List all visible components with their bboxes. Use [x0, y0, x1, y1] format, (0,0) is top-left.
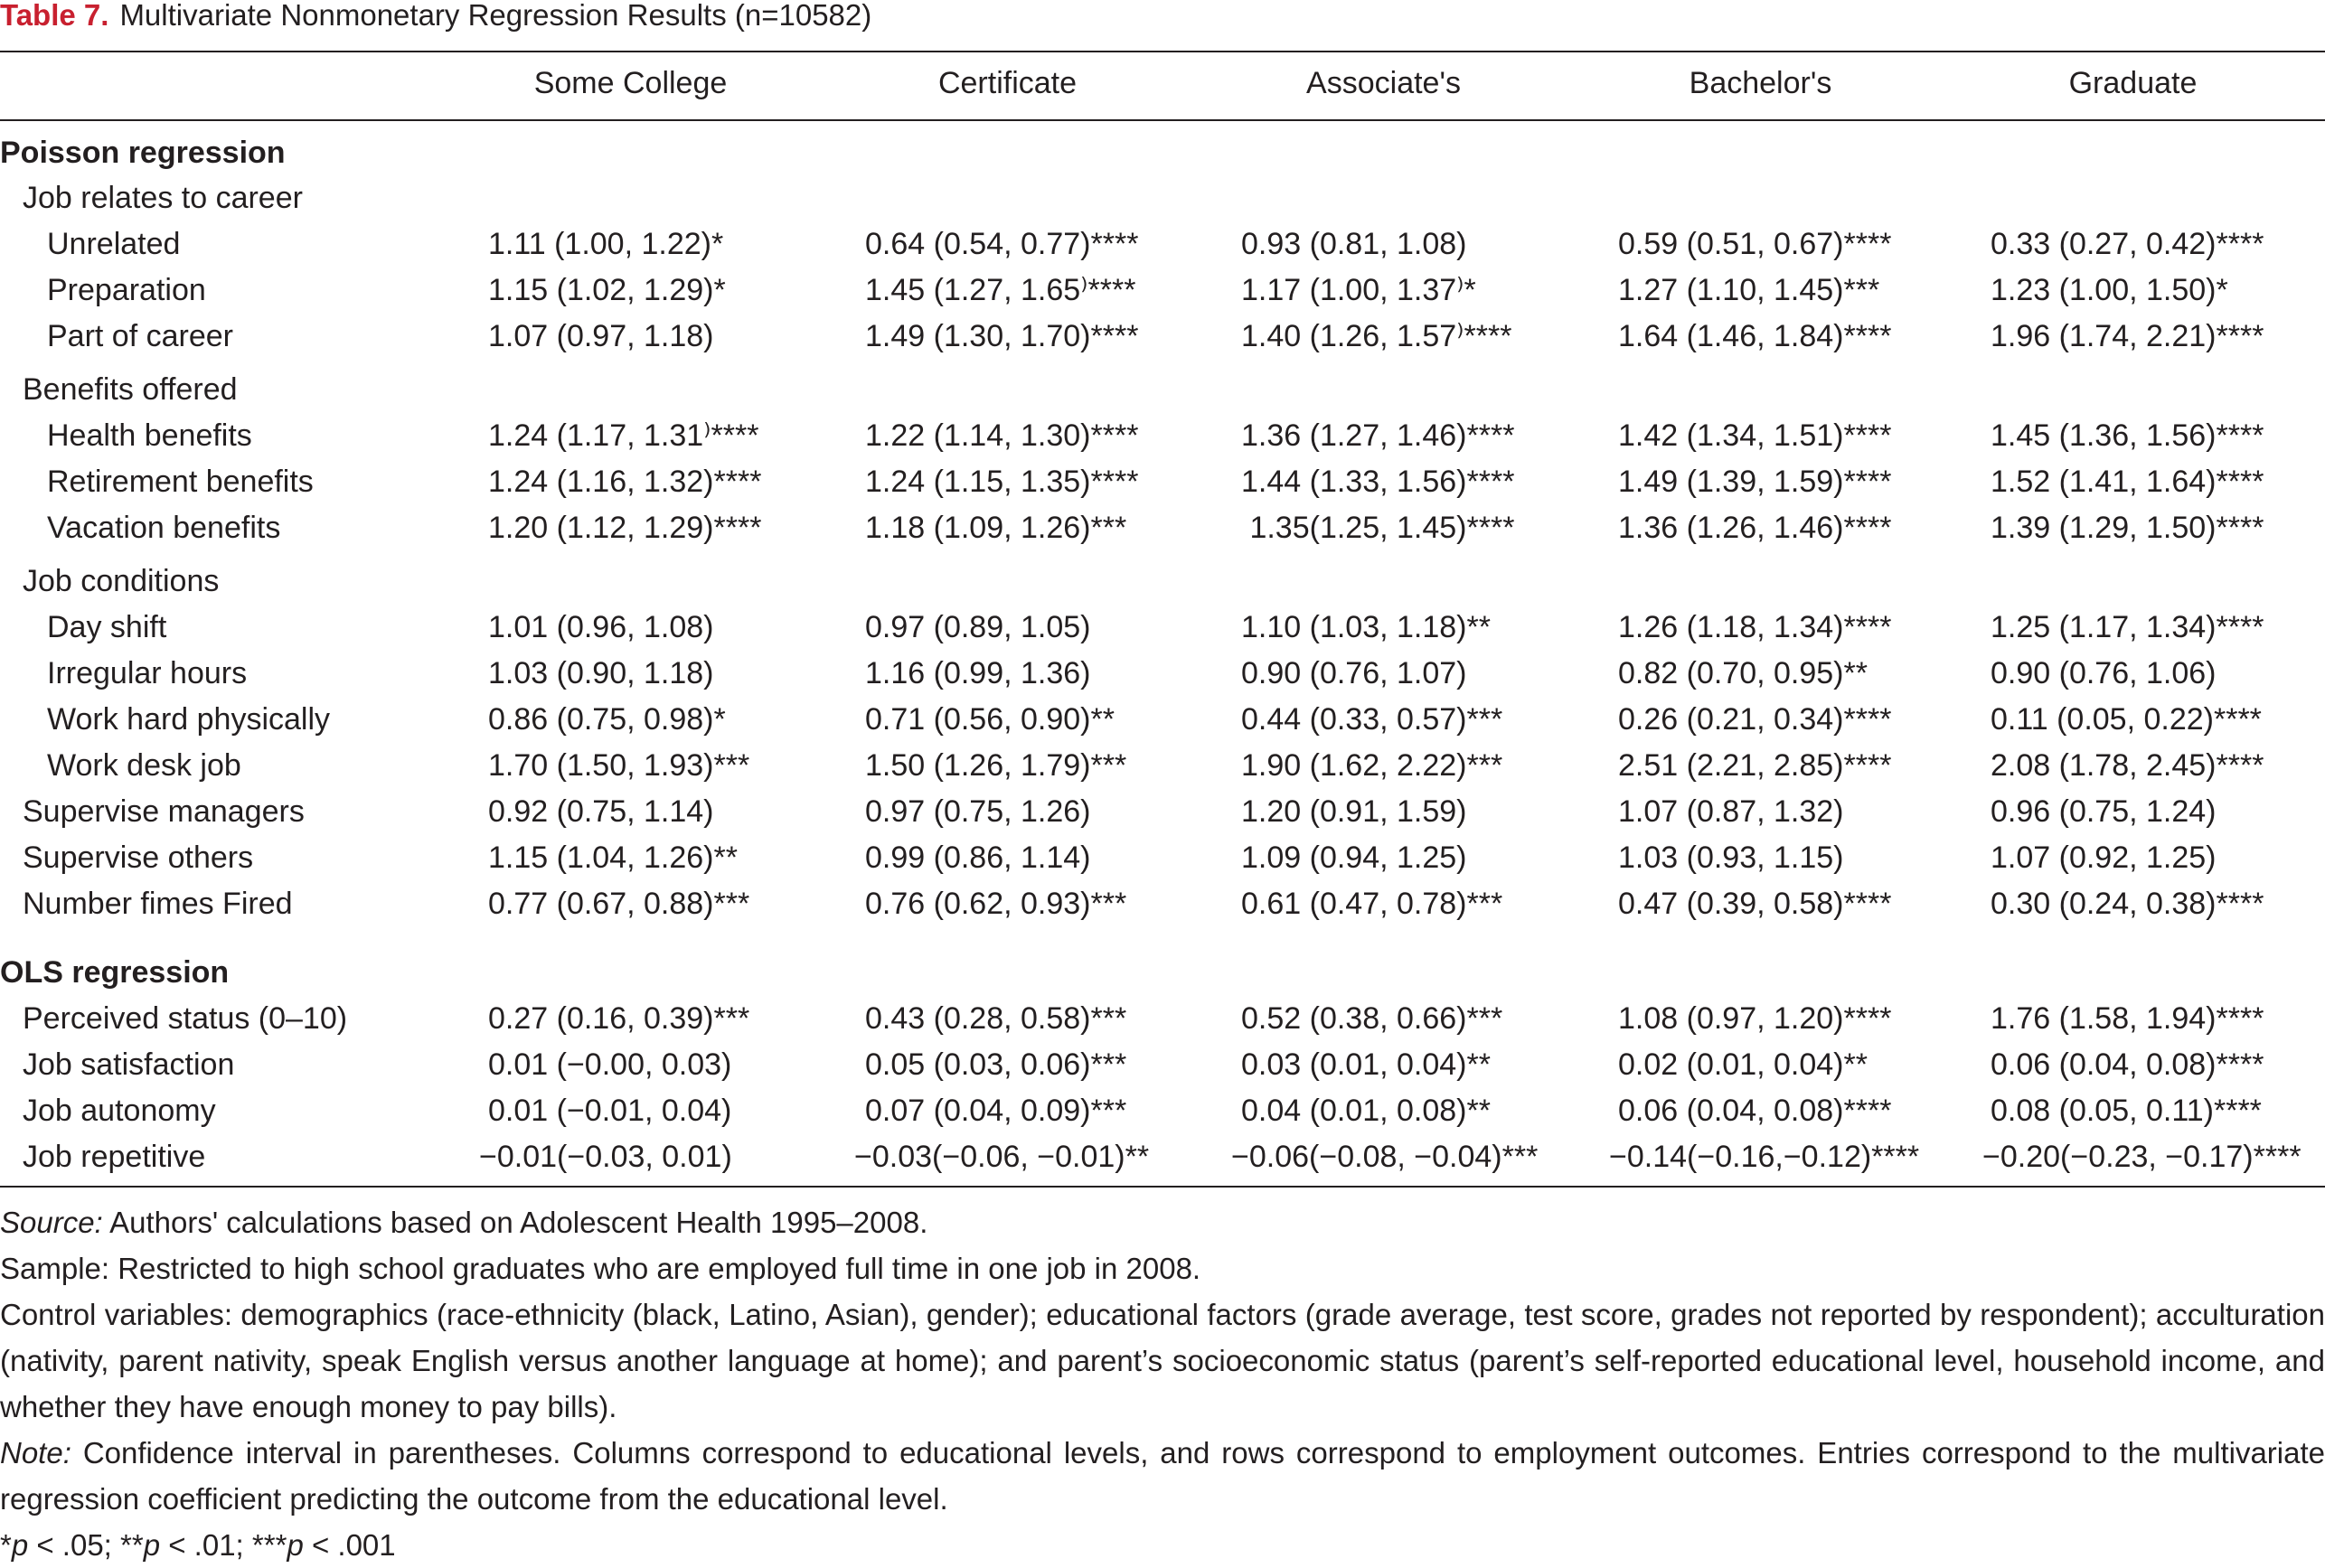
significance-note: *p < .05; **p < .01; ***p < .001 — [0, 1528, 396, 1562]
row-label: Perceived status (0–10) — [23, 1001, 348, 1036]
table-cell: 2.51 (2.21, 2.85)**** — [1618, 748, 1892, 783]
table-cell: 0.01 (−0.01, 0.04) — [488, 1094, 732, 1128]
table-cell: 1.23 (1.00, 1.50)* — [1991, 273, 2228, 307]
top-rule — [0, 51, 2325, 52]
table-cell: 1.39 (1.29, 1.50)**** — [1991, 511, 2264, 545]
table-row — [0, 697, 2325, 742]
table-cell: 0.92 (0.75, 1.14) — [488, 794, 714, 829]
table-cell: 1.22 (1.14, 1.30)**** — [865, 418, 1139, 453]
table-cell: 0.07 (0.04, 0.09)*** — [865, 1094, 1127, 1128]
table-cell: 0.47 (0.39, 0.58)**** — [1618, 887, 1892, 921]
row-label: Supervise managers — [23, 794, 305, 829]
table-cell: 0.59 (0.51, 0.67)**** — [1618, 227, 1892, 261]
table-cell: 1.76 (1.58, 1.94)**** — [1991, 1001, 2264, 1036]
table-row — [0, 505, 2325, 550]
table-cell: 1.42 (1.34, 1.51)**** — [1618, 418, 1892, 453]
column-header-some-college: Some College — [533, 66, 728, 100]
table-cell: −0.20(−0.23, −0.17)**** — [1982, 1140, 2301, 1174]
row-label: Irregular hours — [47, 656, 248, 690]
table-cell: 1.35(1.25, 1.45)**** — [1241, 511, 1515, 545]
table-cell: 1.64 (1.46, 1.84)**** — [1618, 319, 1892, 353]
row-label: Number fimes Fired — [23, 887, 293, 921]
table-cell: 1.07 (0.92, 1.25) — [1991, 840, 2217, 875]
sample-note: Sample: Restricted to high school graduates who are employed full time in one job in 2008. — [0, 1252, 1201, 1285]
table-cell: 1.49 (1.39, 1.59)**** — [1618, 465, 1892, 499]
table-cell: −0.14(−0.16,−0.12)**** — [1609, 1140, 1920, 1174]
row-label: Job autonomy — [23, 1094, 216, 1128]
bottom-rule — [0, 1186, 2325, 1188]
row-label: Preparation — [47, 273, 206, 307]
row-label: Work hard physically — [47, 702, 331, 737]
table-cell: 1.17 (1.00, 1.37⁾* — [1241, 273, 1476, 307]
row-label: Job satisfaction — [23, 1047, 235, 1082]
column-header-graduate: Graduate — [2068, 66, 2198, 100]
table-cell: 0.90 (0.76, 1.06) — [1991, 656, 2217, 690]
table-row — [0, 413, 2325, 458]
table-cell: 0.77 (0.67, 0.88)*** — [488, 887, 750, 921]
table-cell: 1.24 (1.15, 1.35)**** — [865, 465, 1139, 499]
note-text: Confidence interval in parentheses. Columns correspond to educational levels, and rows correspond to employment outcomes. Entries correspond to the multivariate regression coefficient predicting the outcome from the educational level. — [0, 1436, 2325, 1516]
table-cell: 0.06 (0.04, 0.08)**** — [1618, 1094, 1892, 1128]
table-row — [0, 996, 2325, 1041]
table-cell: −0.06(−0.08, −0.04)*** — [1231, 1140, 1539, 1174]
source-note — [0, 1199, 2325, 1245]
table-cell: 1.11 (1.00, 1.22)* — [488, 227, 724, 261]
row-label: Job repetitive — [23, 1140, 206, 1174]
table-cell: 0.97 (0.75, 1.26) — [865, 794, 1091, 829]
table-cell: 1.09 (0.94, 1.25) — [1241, 840, 1467, 875]
table-cell: 1.70 (1.50, 1.93)*** — [488, 748, 750, 783]
table-cell: 1.27 (1.10, 1.45)*** — [1618, 273, 1880, 307]
table-cell: 0.64 (0.54, 0.77)**** — [865, 227, 1139, 261]
table-cell: 1.24 (1.16, 1.32)**** — [488, 465, 762, 499]
table-cell: 1.26 (1.18, 1.34)**** — [1618, 610, 1892, 644]
group-heading: Job relates to career — [23, 181, 303, 215]
table-cell: 0.06 (0.04, 0.08)**** — [1991, 1047, 2264, 1082]
row-label: Health benefits — [47, 418, 252, 453]
table-cell: 1.44 (1.33, 1.56)**** — [1241, 465, 1515, 499]
row-label: Unrelated — [47, 227, 181, 261]
table-cell: 1.25 (1.17, 1.34)**** — [1991, 610, 2264, 644]
table-cell: 1.07 (0.87, 1.32) — [1618, 794, 1844, 829]
table-cell: 0.43 (0.28, 0.58)*** — [865, 1001, 1127, 1036]
table-cell: 1.07 (0.97, 1.18) — [488, 319, 714, 353]
table-cell: 1.03 (0.90, 1.18) — [488, 656, 714, 690]
table-cell: 1.15 (1.02, 1.29)* — [488, 273, 726, 307]
table-row — [0, 1134, 2325, 1179]
table-cell: −0.03(−0.06, −0.01)** — [854, 1140, 1150, 1174]
table-cell: 1.50 (1.26, 1.79)*** — [865, 748, 1127, 783]
table-cell: 0.96 (0.75, 1.24) — [1991, 794, 2217, 829]
column-header-certificate: Certificate — [937, 66, 1078, 100]
table-cell: 0.86 (0.75, 0.98)* — [488, 702, 726, 737]
table-cell: 0.90 (0.76, 1.07) — [1241, 656, 1467, 690]
section-heading: OLS regression — [0, 955, 230, 990]
table-cell: 1.45 (1.36, 1.56)**** — [1991, 418, 2264, 453]
table-cell: 2.08 (1.78, 2.45)**** — [1991, 748, 2264, 783]
table-cell: 1.20 (1.12, 1.29)**** — [488, 511, 762, 545]
table-cell: 1.45 (1.27, 1.65⁾**** — [865, 273, 1136, 307]
row-label: Part of career — [47, 319, 233, 353]
table-cell: 0.76 (0.62, 0.93)*** — [865, 887, 1127, 921]
table-cell: 0.30 (0.24, 0.38)**** — [1991, 887, 2264, 921]
header-rule — [0, 119, 2325, 121]
source-label: Source: — [0, 1206, 103, 1239]
column-header-associates: Associate's — [1306, 66, 1461, 100]
table-row — [0, 221, 2325, 267]
table-cell: 0.04 (0.01, 0.08)** — [1241, 1094, 1491, 1128]
controls-note: Control variables: demographics (race-ethnicity (black, Latino, Asian), gender); educational factors (grade average, test score, grades not reported by respondent); acculturation (nativity, parent nativity, speak English versus another language at home); and parent’s socioeconomic status (parent’s self-reported educational level, household income, and whether they have enough money to pay bills). — [0, 1298, 2325, 1423]
table-cell: 0.52 (0.38, 0.66)*** — [1241, 1001, 1503, 1036]
table-cell: −0.01(−0.03, 0.01) — [479, 1140, 732, 1174]
table-row — [0, 835, 2325, 880]
table-cell: 1.10 (1.03, 1.18)** — [1241, 610, 1491, 644]
table-cell: 1.90 (1.62, 2.22)*** — [1241, 748, 1503, 783]
group-heading: Benefits offered — [23, 372, 238, 407]
table-cell: 0.02 (0.01, 0.04)** — [1618, 1047, 1868, 1082]
source-text: Authors' calculations based on Adolescent Health 1995–2008. — [109, 1206, 928, 1239]
table-cell: 0.97 (0.89, 1.05) — [865, 610, 1091, 644]
table-cell: 0.33 (0.27, 0.42)**** — [1991, 227, 2264, 261]
table-cell: 1.16 (0.99, 1.36) — [865, 656, 1091, 690]
table-caption — [0, 0, 871, 31]
table-cell: 1.36 (1.26, 1.46)**** — [1618, 511, 1892, 545]
table-cell: 1.52 (1.41, 1.64)**** — [1991, 465, 2264, 499]
general-note — [0, 1430, 2325, 1522]
table-row — [0, 459, 2325, 504]
table-cell: 0.05 (0.03, 0.06)*** — [865, 1047, 1127, 1082]
row-label: Day shift — [47, 610, 167, 644]
note-label: Note: — [0, 1436, 71, 1469]
table-cell: 0.44 (0.33, 0.57)*** — [1241, 702, 1503, 737]
table-cell: 0.01 (−0.00, 0.03) — [488, 1047, 732, 1082]
row-label: Retirement benefits — [47, 465, 314, 499]
table-cell: 0.08 (0.05, 0.11)**** — [1991, 1094, 2262, 1128]
row-label: Supervise others — [23, 840, 254, 875]
table-cell: 1.96 (1.74, 2.21)**** — [1991, 319, 2264, 353]
table-row — [0, 268, 2325, 313]
table-cell: 1.15 (1.04, 1.26)** — [488, 840, 738, 875]
table-cell: 0.82 (0.70, 0.95)** — [1618, 656, 1868, 690]
table-cell: 0.03 (0.01, 0.04)** — [1241, 1047, 1491, 1082]
table-cell: 1.24 (1.17, 1.31⁾**** — [488, 418, 759, 453]
table-cell: 1.20 (0.91, 1.59) — [1241, 794, 1467, 829]
table-number: Table 7. — [0, 0, 109, 32]
table-row — [0, 789, 2325, 834]
table-cell: 0.93 (0.81, 1.08) — [1241, 227, 1467, 261]
table-row — [0, 314, 2325, 359]
table-cell: 1.01 (0.96, 1.08) — [488, 610, 714, 644]
table-row — [0, 743, 2325, 788]
row-label: Vacation benefits — [47, 511, 281, 545]
table-row — [0, 1088, 2325, 1133]
table-cell: 1.03 (0.93, 1.15) — [1618, 840, 1844, 875]
table-title: Multivariate Nonmonetary Regression Results (n=10582) — [119, 0, 872, 32]
table-cell: 1.18 (1.09, 1.26)*** — [865, 511, 1127, 545]
section-heading: Poisson regression — [0, 136, 286, 170]
group-heading: Job conditions — [23, 564, 220, 598]
table-cell: 0.26 (0.21, 0.34)**** — [1618, 702, 1892, 737]
table-row — [0, 651, 2325, 696]
table-cell: 1.49 (1.30, 1.70)**** — [865, 319, 1139, 353]
table-cell: 1.36 (1.27, 1.46)**** — [1241, 418, 1515, 453]
table-row — [0, 881, 2325, 926]
table-cell: 0.61 (0.47, 0.78)*** — [1241, 887, 1503, 921]
table-cell: 0.71 (0.56, 0.90)** — [865, 702, 1115, 737]
table-cell: 1.40 (1.26, 1.57⁾**** — [1241, 319, 1512, 353]
table-cell: 1.08 (0.97, 1.20)**** — [1618, 1001, 1892, 1036]
table-cell: 0.11 (0.05, 0.22)**** — [1991, 702, 2262, 737]
table-cell: 0.27 (0.16, 0.39)*** — [488, 1001, 750, 1036]
row-label: Work desk job — [47, 748, 241, 783]
table-row — [0, 1042, 2325, 1087]
table-row — [0, 605, 2325, 650]
table-cell: 0.99 (0.86, 1.14) — [865, 840, 1091, 875]
column-header-bachelors: Bachelor's — [1689, 66, 1832, 100]
